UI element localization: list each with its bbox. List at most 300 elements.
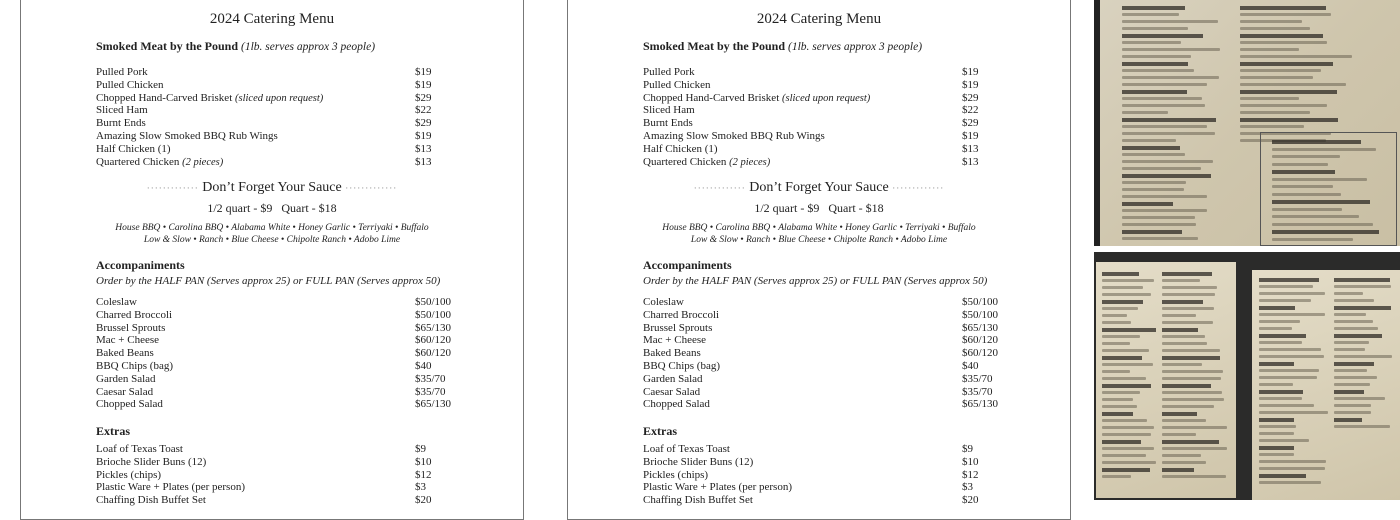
- photo-body-text: [1259, 292, 1325, 295]
- item-price: $20: [962, 494, 979, 507]
- menu-item: [96, 117, 496, 130]
- photo-body-text: [1334, 320, 1373, 323]
- photo-body-text: [1162, 475, 1226, 478]
- menu-item: [643, 104, 1043, 117]
- menu-item: [96, 456, 496, 469]
- section-heading-accompaniments: Accompaniments: [643, 258, 732, 272]
- photo-body-text: [1162, 335, 1205, 338]
- photo-heading-text: [1334, 306, 1391, 310]
- photo-heading-text: [1334, 362, 1374, 366]
- photo-heading-text: [1259, 278, 1319, 282]
- photo-body-text: [1162, 286, 1217, 289]
- photo-heading-text: [1272, 230, 1379, 234]
- menu-photo-open-folder[interactable]: [1094, 252, 1400, 500]
- menu-item: [643, 92, 1043, 105]
- photo-heading-text: [1334, 390, 1364, 394]
- photo-body-text: [1162, 342, 1207, 345]
- photo-heading-text: [1162, 440, 1219, 444]
- menu-item: [96, 92, 496, 105]
- photo-body-text: [1102, 363, 1153, 366]
- item-name: Brioche Slider Buns (12): [96, 455, 207, 468]
- menu-item: [643, 322, 1043, 335]
- item-price: $10: [415, 455, 432, 468]
- item-name: Pulled Chicken: [96, 78, 164, 91]
- item-price: $60/120: [962, 347, 999, 360]
- item-name: Garden Salad: [96, 372, 156, 385]
- item-price: $50/100: [962, 296, 999, 308]
- photo-body-text: [1272, 163, 1328, 166]
- photo-body-text: [1162, 307, 1214, 310]
- photo-body-text: [1162, 398, 1224, 401]
- item-name: Sliced Ham: [643, 104, 695, 117]
- photo-body-text: [1122, 160, 1213, 163]
- photo-heading-text: [1272, 140, 1361, 144]
- photo-body-text: [1162, 363, 1202, 366]
- item-name: Plastic Ware + Plates (per person): [643, 481, 792, 494]
- photo-body-text: [1272, 155, 1340, 158]
- photo-body-text: [1102, 279, 1154, 282]
- photo-body-text: [1122, 48, 1220, 51]
- photo-body-text: [1259, 285, 1313, 288]
- item-name: Charred Broccoli: [96, 308, 173, 321]
- photo-body-text: [1259, 376, 1317, 379]
- item-name: Chaffing Dish Buffet Set: [96, 494, 206, 507]
- menu-title: 2024 Catering Menu: [209, 11, 335, 27]
- photo-body-text: [1259, 341, 1302, 344]
- menu-item: [96, 386, 496, 399]
- item-price: $3: [962, 481, 973, 494]
- item-price: $22: [415, 104, 432, 117]
- item-name: Chaffing Dish Buffet Set: [643, 494, 753, 507]
- item-price: $65/130: [415, 398, 452, 411]
- item-price: $19: [415, 66, 432, 78]
- menu-item: [643, 386, 1043, 399]
- photo-body-text: [1240, 83, 1346, 86]
- photo-body-text: [1122, 181, 1186, 184]
- item-name: Chopped Salad: [643, 398, 710, 411]
- section-note: (1lb. serves approx 3 people): [241, 41, 376, 53]
- menu-item: [643, 347, 1043, 360]
- item-name: Amazing Slow Smoked BBQ Rub Wings: [643, 129, 825, 142]
- item-name: Half Chicken (1): [643, 142, 718, 155]
- photo-body-text: [1334, 292, 1363, 295]
- item-price: $19: [415, 129, 432, 142]
- photo-heading-text: [1122, 174, 1211, 178]
- menu-photo-closeup[interactable]: [1094, 0, 1400, 246]
- photo-body-text: [1259, 404, 1314, 407]
- photo-body-text: [1122, 111, 1168, 114]
- photo-body-text: [1259, 460, 1326, 463]
- heading-text: Don’t Forget Your Sauce: [749, 180, 889, 195]
- photo-heading-text: [1122, 118, 1216, 122]
- menu-item-list: [643, 296, 1043, 411]
- photo-body-text: [1162, 314, 1196, 317]
- photo-body-text: [1240, 111, 1310, 114]
- photo-heading-text: [1272, 200, 1370, 204]
- photo-body-text: [1259, 355, 1324, 358]
- item-note: (2 pieces): [729, 156, 771, 168]
- photo-body-text: [1259, 481, 1321, 484]
- photo-heading-text: [1102, 384, 1151, 388]
- photo-heading-text: [1122, 34, 1203, 38]
- item-name: Pulled Pork: [96, 66, 148, 78]
- menu-item: [643, 143, 1043, 156]
- menu-item-list: [643, 66, 1043, 168]
- photo-body-text: [1162, 391, 1222, 394]
- photo-body-text: [1102, 426, 1154, 429]
- photo-body-text: [1162, 279, 1200, 282]
- item-price: $40: [962, 359, 979, 372]
- item-price: $60/120: [415, 347, 452, 360]
- section-note: Order by the HALF PAN (Serves approx 25) or FULL PAN (Serves approx 50): [643, 275, 988, 287]
- photo-body-text: [1334, 376, 1377, 379]
- item-note: (sliced upon request): [782, 92, 871, 104]
- sauce-list-1: House BBQ • Carolina BBQ • Alabama White • Honey Garlic • Terriyaki • Buffalo: [662, 223, 976, 233]
- photo-body-text: [1259, 467, 1325, 470]
- heading-text: Smoked Meat by the Pound: [643, 39, 786, 53]
- photo-body-text: [1162, 461, 1206, 464]
- item-name: Quartered Chicken: [96, 155, 180, 168]
- photo-body-text: [1272, 193, 1341, 196]
- menu-item: [643, 494, 1043, 507]
- photo-body-text: [1272, 185, 1333, 188]
- item-price: $9: [962, 443, 973, 455]
- photo-body-text: [1259, 411, 1328, 414]
- item-price: $19: [962, 78, 979, 91]
- photo-body-text: [1162, 454, 1201, 457]
- item-price: $3: [415, 481, 426, 494]
- item-price: $29: [415, 91, 432, 104]
- photo-body-text: [1259, 439, 1309, 442]
- item-price: $50/100: [415, 296, 452, 308]
- item-name: Loaf of Texas Toast: [96, 443, 183, 455]
- item-price: $13: [962, 155, 979, 168]
- photo-body-text: [1162, 447, 1227, 450]
- photo-heading-text: [1102, 328, 1156, 332]
- photo-body-text: [1122, 216, 1195, 219]
- photo-body-text: [1102, 419, 1147, 422]
- dotted-divider: ·············: [693, 182, 746, 193]
- photo-body-text: [1122, 97, 1202, 100]
- photo-heading-text: [1259, 446, 1294, 450]
- photo-body-text: [1122, 125, 1207, 128]
- menu-item: [96, 104, 496, 117]
- item-note: (2 pieces): [182, 156, 224, 168]
- item-price: $19: [962, 129, 979, 142]
- item-name: Amazing Slow Smoked BBQ Rub Wings: [96, 129, 278, 142]
- photo-body-text: [1259, 383, 1293, 386]
- photo-heading-text: [1162, 328, 1198, 332]
- item-price: $29: [415, 117, 432, 130]
- item-price: $19: [962, 66, 979, 78]
- item-name: Charred Broccoli: [643, 308, 720, 321]
- item-name: Brioche Slider Buns (12): [643, 455, 754, 468]
- photo-body-text: [1272, 178, 1367, 181]
- photo-body-text: [1102, 321, 1131, 324]
- photo-body-text: [1122, 153, 1185, 156]
- photo-body-text: [1162, 370, 1223, 373]
- heading-text: Smoked Meat by the Pound: [96, 39, 239, 53]
- sauce-list-2: Low & Slow • Ranch • Blue Cheese • Chipolte Ranch • Adobo Lime: [690, 235, 948, 245]
- item-name: BBQ Chips (bag): [643, 359, 720, 372]
- photo-heading-text: [1162, 300, 1203, 304]
- photo-body-text: [1162, 349, 1220, 352]
- photo-body-text: [1272, 238, 1353, 241]
- menu-item: [96, 398, 496, 411]
- photo-body-text: [1162, 377, 1221, 380]
- photo-body-text: [1102, 377, 1146, 380]
- item-price: $60/120: [415, 334, 452, 347]
- menu-item: [96, 322, 496, 335]
- photo-body-text: [1334, 341, 1369, 344]
- item-name: Mac + Cheese: [96, 334, 160, 347]
- section-note: (1lb. serves approx 3 people): [788, 41, 923, 53]
- item-name: Mac + Cheese: [643, 334, 707, 347]
- item-price: $35/70: [415, 385, 446, 398]
- menu-item: [96, 66, 496, 79]
- photo-body-text: [1122, 13, 1179, 16]
- photo-heading-text: [1259, 362, 1294, 366]
- photo-body-text: [1102, 307, 1138, 310]
- item-price: $65/130: [962, 321, 999, 334]
- photo-body-text: [1122, 223, 1196, 226]
- photo-body-text: [1102, 314, 1127, 317]
- photo-body-text: [1334, 404, 1371, 407]
- menu-item: [643, 117, 1043, 130]
- item-name: Baked Beans: [643, 347, 701, 360]
- photo-body-text: [1334, 313, 1366, 316]
- menu-item: [96, 443, 496, 456]
- section-heading-extras: Extras: [643, 424, 677, 438]
- item-price: $35/70: [962, 372, 993, 385]
- item-price: $50/100: [415, 308, 452, 321]
- menu-item: [643, 469, 1043, 482]
- photo-body-text: [1162, 426, 1227, 429]
- photo-body-text: [1102, 461, 1156, 464]
- item-name: Plastic Ware + Plates (per person): [96, 481, 245, 494]
- menu-item: [96, 494, 496, 507]
- photo-heading-text: [1334, 418, 1362, 422]
- menu-title: 2024 Catering Menu: [756, 11, 882, 27]
- menu-item: [96, 296, 496, 309]
- photo-body-text: [1162, 433, 1196, 436]
- item-name: Loaf of Texas Toast: [643, 443, 730, 455]
- section-note: Order by the HALF PAN (Serves approx 25) or FULL PAN (Serves approx 50): [96, 275, 441, 287]
- section-heading-accompaniments: Accompaniments: [96, 258, 185, 272]
- item-name: Pulled Chicken: [643, 78, 711, 91]
- item-name: Pulled Pork: [643, 66, 695, 78]
- item-price: $65/130: [415, 321, 452, 334]
- item-price: $12: [415, 468, 432, 481]
- photo-heading-text: [1259, 306, 1295, 310]
- item-name: Quartered Chicken: [643, 155, 727, 168]
- photo-body-text: [1240, 48, 1299, 51]
- item-name: Chopped Hand-Carved Brisket: [643, 91, 780, 104]
- photo-body-text: [1259, 453, 1294, 456]
- photo-heading-text: [1240, 6, 1326, 10]
- photo-heading-text: [1162, 272, 1212, 276]
- item-price: $50/100: [962, 308, 999, 321]
- menu-item: [96, 469, 496, 482]
- item-price: $12: [962, 468, 979, 481]
- item-name: Chopped Hand-Carved Brisket: [96, 91, 233, 104]
- item-name: Sliced Ham: [96, 104, 148, 117]
- photo-heading-text: [1259, 334, 1306, 338]
- photo-heading-text: [1259, 418, 1294, 422]
- menu-item: [96, 481, 496, 494]
- photo-body-text: [1122, 104, 1205, 107]
- photo-body-text: [1122, 69, 1194, 72]
- item-price: $19: [415, 78, 432, 91]
- photo-body-text: [1102, 286, 1143, 289]
- photo-body-text: [1102, 391, 1140, 394]
- photo-body-text: [1240, 55, 1352, 58]
- photo-heading-text: [1102, 272, 1139, 276]
- section-heading-meat: [643, 39, 922, 54]
- menu-item: [96, 347, 496, 360]
- menu-item: [96, 373, 496, 386]
- photo-body-text: [1240, 13, 1331, 16]
- menu-item: [643, 79, 1043, 92]
- photo-heading-text: [1162, 384, 1211, 388]
- menu-item: [96, 360, 496, 373]
- item-price: $22: [962, 104, 979, 117]
- item-name: Brussel Sprouts: [96, 321, 166, 334]
- photo-body-text: [1240, 125, 1304, 128]
- item-price: $35/70: [962, 385, 993, 398]
- item-name: Pickles (chips): [643, 468, 709, 481]
- photo-body-text: [1272, 148, 1376, 151]
- menu-item-list: [96, 443, 496, 507]
- photo-heading-text: [1122, 230, 1182, 234]
- photo-body-text: [1240, 104, 1327, 107]
- menu-item: [643, 309, 1043, 322]
- photo-body-text: [1122, 55, 1191, 58]
- photo-body-text: [1102, 475, 1131, 478]
- photo-body-text: [1102, 349, 1149, 352]
- photo-heading-text: [1122, 202, 1173, 206]
- photo-heading-text: [1122, 62, 1188, 66]
- photo-body-text: [1259, 299, 1311, 302]
- menu-item: [643, 456, 1043, 469]
- photo-body-text: [1122, 83, 1207, 86]
- photo-body-text: [1259, 369, 1319, 372]
- photo-body-text: [1122, 139, 1176, 142]
- photo-heading-text: [1122, 6, 1185, 10]
- photo-heading-text: [1272, 170, 1335, 174]
- photo-heading-text: [1102, 300, 1143, 304]
- item-price: $13: [415, 142, 432, 155]
- menu-item: [643, 334, 1043, 347]
- photo-body-text: [1259, 425, 1296, 428]
- dotted-divider: ·············: [892, 182, 945, 193]
- item-note: (sliced upon request): [235, 92, 324, 104]
- photo-heading-text: [1102, 356, 1142, 360]
- photo-body-text: [1162, 405, 1214, 408]
- menu-item: [643, 130, 1043, 143]
- photo-heading-text: [1162, 356, 1220, 360]
- photo-heading-text: [1240, 118, 1338, 122]
- photo-heading-text: [1334, 278, 1390, 282]
- photo-heading-text: [1102, 468, 1150, 472]
- sauce-pricing: 1/2 quart - $9 Quart - $18: [207, 201, 337, 215]
- photo-body-text: [1259, 313, 1325, 316]
- photo-body-text: [1102, 447, 1154, 450]
- sauce-heading: [21, 180, 523, 196]
- item-price: $13: [962, 142, 979, 155]
- photo-body-text: [1240, 20, 1302, 23]
- item-price: $29: [962, 91, 979, 104]
- photo-heading-text: [1259, 390, 1303, 394]
- photo-body-text: [1334, 369, 1367, 372]
- photo-body-text: [1102, 405, 1137, 408]
- item-price: $20: [415, 494, 432, 507]
- photo-heading-text: [1162, 412, 1197, 416]
- item-price: $60/120: [962, 334, 999, 347]
- photo-body-text: [1272, 223, 1373, 226]
- menu-item: [96, 143, 496, 156]
- item-price: $9: [415, 443, 426, 455]
- menu-item: [96, 334, 496, 347]
- menu-item: [96, 79, 496, 92]
- photo-heading-text: [1240, 90, 1337, 94]
- photo-body-text: [1102, 342, 1130, 345]
- item-name: Chopped Salad: [96, 398, 163, 411]
- item-name: Brussel Sprouts: [643, 321, 713, 334]
- menu-item-list: [96, 66, 496, 168]
- menu-item: [643, 66, 1043, 79]
- photo-body-text: [1272, 215, 1359, 218]
- photo-body-text: [1240, 69, 1321, 72]
- photo-body-text: [1259, 432, 1294, 435]
- photo-body-text: [1334, 411, 1371, 414]
- photo-body-text: [1259, 320, 1300, 323]
- item-name: Caesar Salad: [96, 385, 154, 398]
- menu-item: [643, 296, 1043, 309]
- item-name: Caesar Salad: [643, 385, 701, 398]
- photo-body-text: [1334, 327, 1378, 330]
- photo-heading-text: [1122, 90, 1187, 94]
- photo-body-text: [1122, 27, 1188, 30]
- item-name: Coleslaw: [96, 296, 137, 308]
- item-price: $29: [962, 117, 979, 130]
- menu-item: [96, 309, 496, 322]
- menu-item: [643, 156, 1043, 169]
- photo-heading-text: [1334, 334, 1382, 338]
- item-name: Coleslaw: [643, 296, 684, 308]
- item-price: $65/130: [962, 398, 999, 411]
- item-name: Burnt Ends: [96, 117, 146, 130]
- photo-body-text: [1162, 419, 1206, 422]
- photo-heading-text: [1102, 440, 1141, 444]
- photo-heading-text: [1259, 474, 1306, 478]
- photo-heading-text: [1162, 468, 1194, 472]
- item-name: Burnt Ends: [643, 117, 693, 130]
- photo-body-text: [1122, 167, 1201, 170]
- photo-body-text: [1334, 383, 1370, 386]
- photo-body-text: [1272, 208, 1342, 211]
- catering-menu-page-1: [20, 0, 524, 520]
- catering-menu-page-2: [567, 0, 1071, 520]
- photo-body-text: [1122, 41, 1181, 44]
- photo-body-text: [1162, 321, 1213, 324]
- photo-body-text: [1102, 454, 1146, 457]
- sauce-heading: [568, 180, 1070, 196]
- photo-body-text: [1162, 293, 1215, 296]
- menu-item: [96, 156, 496, 169]
- photo-body-text: [1240, 41, 1327, 44]
- photo-body-text: [1259, 397, 1302, 400]
